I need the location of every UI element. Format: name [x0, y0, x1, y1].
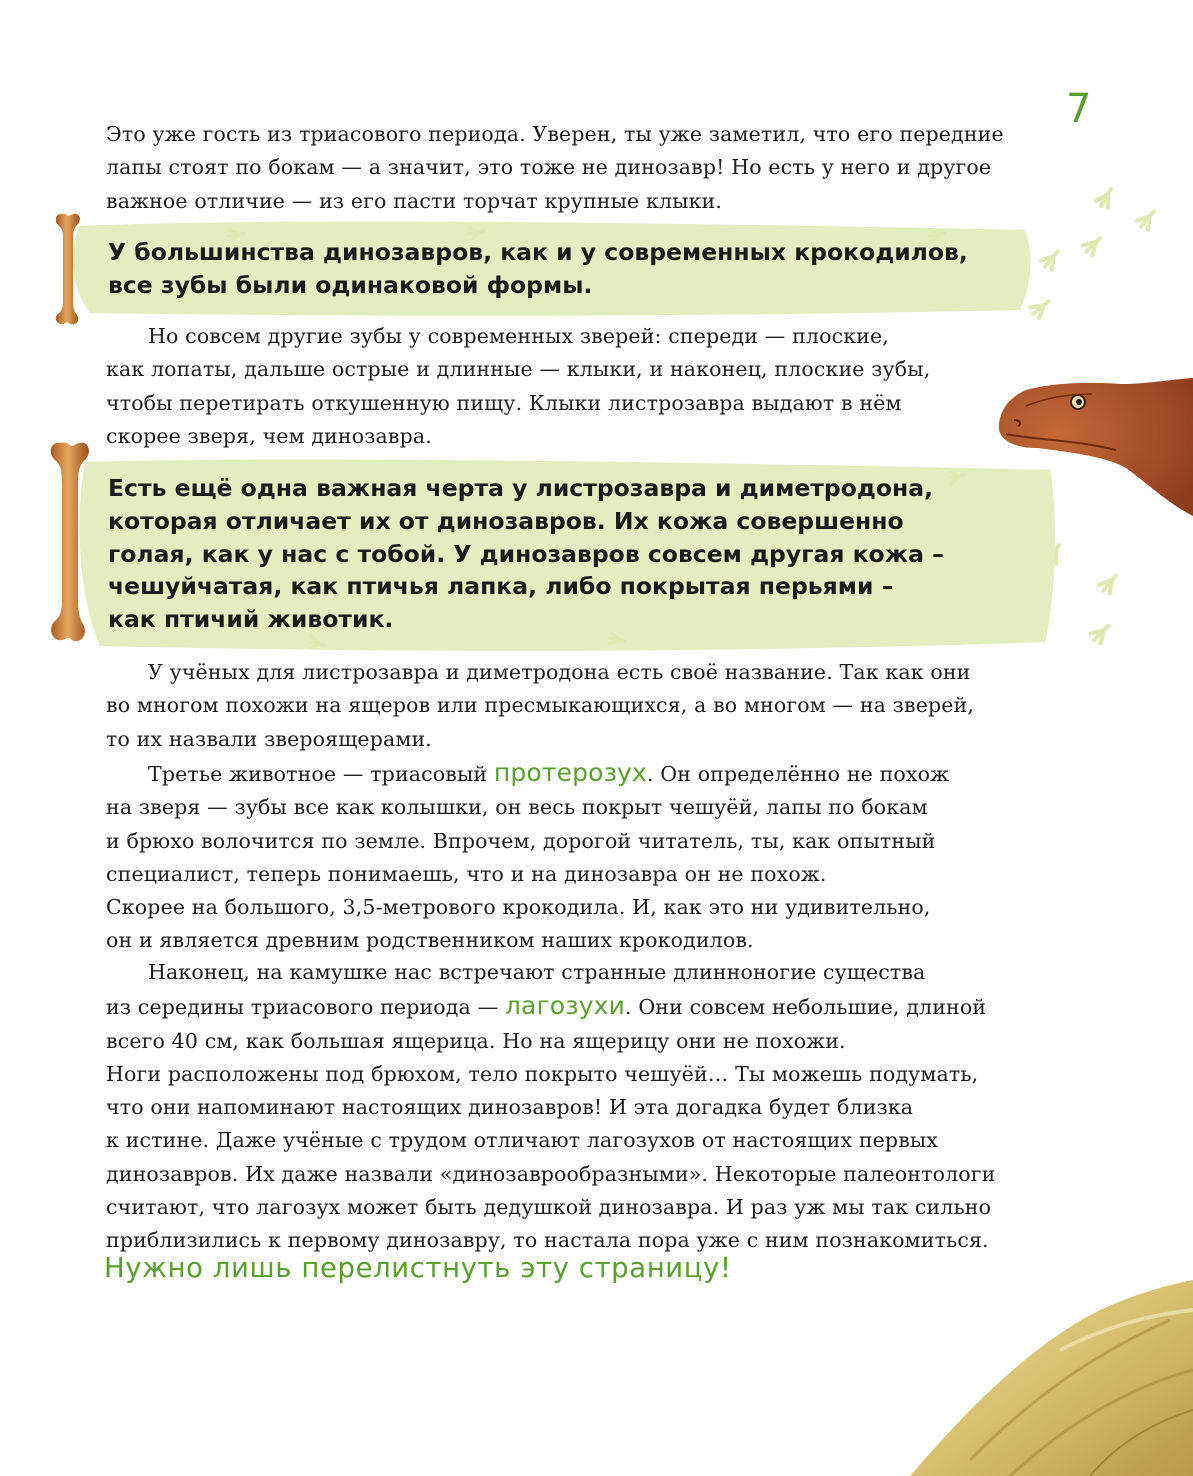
callout-line: Есть ещё одна важная черта у листрозавра и диметродона, [108, 474, 934, 502]
teeth-paragraph [106, 320, 930, 453]
text-line: во многом похожи на ящеров или пресмыкающихся, а во многом — на зверей, [106, 693, 975, 718]
callout-line: которая отличает их от динозавров. Их кожа совершенно [108, 506, 904, 535]
zveroyashchery-paragraph [106, 656, 974, 756]
text-line: как лопаты, дальше острые и длинные — клыки, и наконец, плоские зубы, [106, 357, 931, 382]
text-line [106, 756, 949, 791]
text-line: к истине. Даже учёные с трудом отличают лагозухов от настоящих первых [106, 1128, 939, 1153]
closing-line: Нужно лишь перелистнуть эту страницу! [104, 1252, 732, 1284]
text-line: и брюхо волочится по земле. Впрочем, дорогой читатель, ты, как опытный [106, 828, 936, 853]
intro-paragraph [106, 118, 1004, 218]
text-segment: . Они совсем небольшие, длиной [624, 995, 987, 1020]
callout-text [108, 472, 944, 636]
text-line: то их назвали звероящерами. [106, 726, 432, 751]
callout-text [108, 236, 968, 302]
text-line: динозавров. Их даже назвали «динозаврообразными». Некоторые палеонтологи [106, 1161, 996, 1186]
page-number: 7 [1066, 86, 1092, 132]
text-line: важное отличие — из его пасти торчат крупные клыки. [106, 188, 723, 213]
bone-icon [48, 440, 92, 644]
text-line: специалист, теперь понимаешь, что и на динозавра он не похож. [106, 861, 827, 886]
text-line: лапы стоят по бокам — а значит, это тоже не динозавр! Но есть у него и другое [106, 155, 992, 180]
text-line: У учёных для листрозавра и диметродона есть своё название. Так как они [148, 660, 971, 684]
callout-line: чешуйчатая, как птичья лапка, либо покрытая перьями – [108, 572, 894, 601]
text-line: Скорее на большого, 3,5-метрового крокодила. И, как это ни удивительно, [106, 895, 931, 920]
text-line: чтобы перетирать откушенную пищу. Клыки листрозавра выдают в нём [106, 390, 902, 415]
rock-illustration [910, 1280, 1193, 1476]
callout-line: все зубы были одинаковой формы. [108, 270, 593, 299]
text-line: всего 40 см, как большая ящерица. Но на ящерицу они не похожи. [106, 1028, 846, 1053]
callout-line: голая, как у нас с тобой. У динозавров совсем другая кожа – [108, 539, 944, 568]
highlight-term: лагозухи [504, 991, 625, 1021]
text-segment: . Он определённо не похож [646, 762, 950, 786]
text-line: Ноги расположены под брюхом, тело покрыто чешуёй… Ты можешь подумать, [106, 1061, 979, 1086]
text-line: Наконец, на камушке нас встречают странные длинноногие существа [148, 960, 926, 984]
text-line: скорее зверя, чем динозавра. [106, 423, 432, 448]
text-line: что они напоминают настоящих динозавров! И эта догадка будет близка [106, 1095, 914, 1120]
text-line: Но совсем другие зубы у современных зверей: спереди — плоские, [148, 324, 889, 348]
text-line [106, 989, 995, 1024]
text-segment: Третье животное — триасовый [148, 762, 494, 786]
text-line: считают, что лагозух может быть дедушкой динозавра. И раз уж мы так сильно [106, 1195, 992, 1220]
text-segment: из середины триасового периода — [106, 995, 505, 1020]
text-line: на зверя — зубы все как колышки, он весь покрыт чешуёй, лапы по бокам [106, 795, 928, 820]
lagosuchus-paragraph [106, 956, 995, 1258]
highlight-term: протерозух [493, 758, 647, 787]
callout-line: У большинства динозавров, как и у современных крокодилов, [108, 238, 968, 266]
bone-icon [53, 212, 83, 326]
text-line: Это уже гость из триасового периода. Уверен, ты уже заметил, что его передние [106, 122, 1004, 146]
text-line: он и является древним родственником наших крокодилов. [106, 928, 754, 953]
proterosuchus-paragraph [106, 756, 949, 958]
text-line: приблизились к первому динозавру, то настала пора уже с ним познакомиться. [106, 1228, 989, 1253]
callout-line: как птичий животик. [108, 605, 394, 634]
